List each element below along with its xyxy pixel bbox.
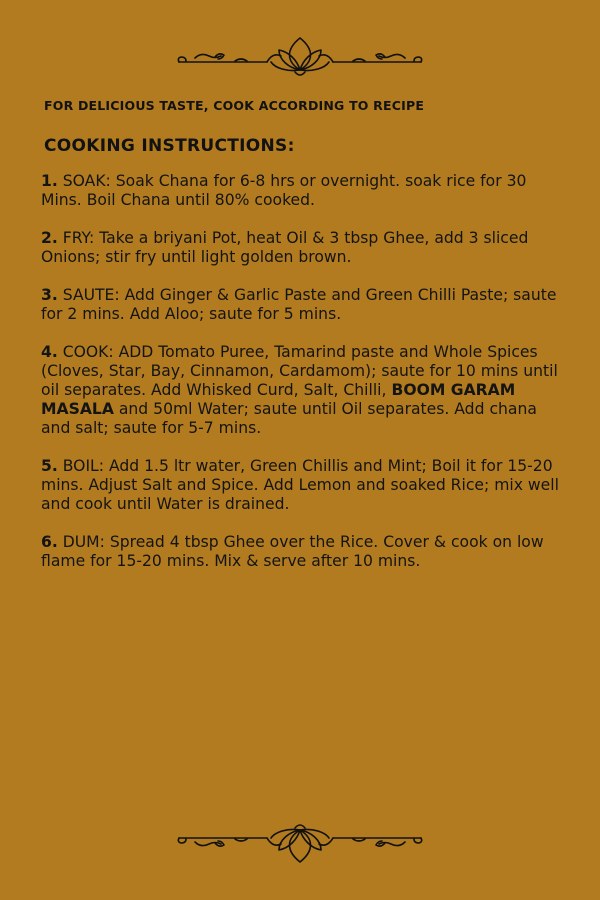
step-5 (41, 457, 561, 514)
step-text: SOAK: Soak Chana for 6-8 hrs or overnight. soak rice for 30 Mins. Boil Chana until 80% cooked. (41, 172, 527, 209)
step-text: and 50ml Water; saute until Oil separates. Add chana and salt; saute for 5-7 mins. (41, 400, 537, 437)
step-number: 5. (41, 457, 58, 475)
step-6 (41, 533, 561, 571)
top-ornament-icon (0, 32, 600, 82)
step-4 (41, 343, 561, 438)
step-number: 1. (41, 172, 58, 190)
step-3 (41, 286, 561, 324)
product-name-highlight: BOOM GARAM MASALA (41, 381, 516, 418)
step-text: BOIL: Add 1.5 ltr water, Green Chillis and Mint; Boil it for 15-20 mins. Adjust Salt and Spice. Add Lemon and soaked Rice; mix well and cook until Water is drained. (41, 457, 559, 513)
step-2 (41, 229, 561, 267)
step-text: SAUTE: Add Ginger & Garlic Paste and Green Chilli Paste; saute for 2 mins. Add Aloo; saute for 5 mins. (41, 286, 557, 323)
step-1 (41, 172, 561, 210)
step-number: 4. (41, 343, 58, 361)
step-text: COOK: ADD Tomato Puree, Tamarind paste and Whole Spices (Cloves, Star, Bay, Cinnamon, Cardamom); saute for 10 mins until oil separates. Add Whisked Curd, Salt, Chilli, (41, 343, 558, 399)
step-number: 2. (41, 229, 58, 247)
instruction-list (41, 172, 561, 590)
step-text: FRY: Take a briyani Pot, heat Oil & 3 tbsp Ghee, add 3 sliced Onions; stir fry until light golden brown. (41, 229, 529, 266)
bottom-ornament-icon (0, 824, 600, 874)
step-text: DUM: Spread 4 tbsp Ghee over the Rice. Cover & cook on low flame for 15-20 mins. Mix & serve after 10 mins. (41, 533, 544, 570)
section-heading: COOKING INSTRUCTIONS: (44, 136, 295, 156)
tagline: FOR DELICIOUS TASTE, COOK ACCORDING TO RECIPE (44, 98, 425, 113)
step-number: 6. (41, 533, 58, 551)
step-number: 3. (41, 286, 58, 304)
